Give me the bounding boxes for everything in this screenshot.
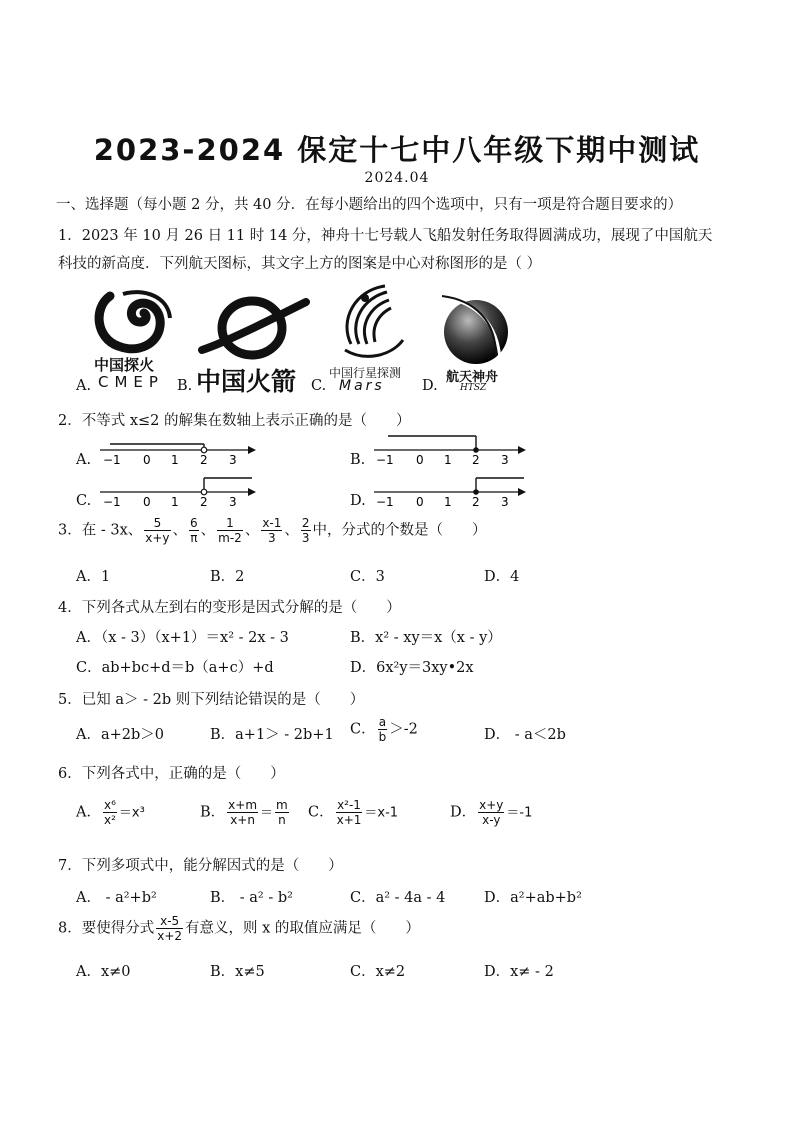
- q2c-tick-2: 2: [200, 495, 208, 509]
- q2b-tick-1: 1: [444, 453, 452, 467]
- q3-option-c: C．3: [350, 569, 385, 585]
- logo-c-mars: [325, 280, 425, 396]
- section-heading: 一、选择题（每小题 2 分，共 40 分．在每小题给出的四个选项中，只有一项是符合题目要求的）: [56, 197, 683, 213]
- q6-option-b: B． $\frac{x+m}{x+n}$ ＝ $\frac{m}{n}$: [200, 798, 288, 827]
- q2c-tick-0: 0: [143, 495, 151, 509]
- q2a-tick-neg1: −1: [103, 453, 121, 467]
- q5-option-b: B．a+1＞ - 2b+1: [210, 727, 334, 743]
- q8-option-a: A．x≠0: [76, 964, 131, 980]
- q3-fraction-4: $\frac{x-1}{3}$: [262, 516, 282, 545]
- q2b-tick-neg1: −1: [376, 453, 394, 467]
- q2d-tick-2: 2: [472, 495, 480, 509]
- q2a-tick-1: 1: [171, 453, 179, 467]
- q8-fraction: $\frac{x-5}{x+2}$: [157, 914, 183, 943]
- logo-c-orbit-icon: [325, 280, 425, 362]
- q2-number-line-b: [370, 430, 530, 470]
- q2d-tick-0: 0: [416, 495, 424, 509]
- logo-c-text: 中国行星探测: [329, 366, 402, 380]
- q5-option-c: C． $\frac{a}{b}$ ＞-2: [350, 715, 418, 744]
- q2-number-line-c: [96, 472, 260, 512]
- logo-d-subtext: HTSZ: [460, 383, 487, 393]
- logo-a-text: 中国探火: [94, 356, 155, 374]
- q7-option-b: B． - a² - b²: [210, 890, 293, 906]
- q2b-tick-3: 3: [501, 453, 509, 467]
- q8-stem: 8．要使得分式 $\frac{x-5}{x+2}$ 有意义，则 x 的取值应满足（ ）: [58, 914, 420, 943]
- q1-option-c: C.: [311, 378, 327, 394]
- q2-option-b: B.: [350, 452, 366, 468]
- q2-option-c: C.: [76, 493, 92, 509]
- logo-b-rocket: [196, 292, 314, 396]
- q2-number-line-d: [370, 472, 530, 512]
- q2d-tick-1: 1: [444, 495, 452, 509]
- q2b-tick-2: 2: [472, 453, 480, 467]
- q6-option-d: D． $\frac{x+y}{x-y}$ ＝-1: [450, 798, 533, 827]
- q1-stem-line2: 科技的新高度．下列航天图标，其文字上方的图案是中心对称图形的是（ ）: [58, 256, 542, 272]
- exam-date: 2024.04: [364, 170, 430, 186]
- q2c-tick-neg1: −1: [103, 495, 121, 509]
- q1-option-b: B.: [177, 378, 193, 394]
- q3-option-d: D．4: [484, 569, 520, 585]
- q2a-tick-3: 3: [229, 453, 237, 467]
- q6-stem: 6．下列各式中，正确的是（ ）: [58, 766, 285, 782]
- q2d-tick-3: 3: [501, 495, 509, 509]
- q7-option-a: A． - a²+b²: [76, 890, 157, 906]
- q4-option-a: A．（x - 3）（x+1）＝x² - 2x - 3: [76, 630, 289, 646]
- page-title: 2023-2024 保定十七中八年级下期中测试: [93, 133, 701, 167]
- q2d-tick-neg1: −1: [376, 495, 394, 509]
- q3-option-a: A．1: [76, 569, 111, 585]
- q5-stem: 5．已知 a＞ - 2b 则下列结论错误的是（ ）: [58, 692, 365, 708]
- q5-option-a: A．a+2b＞0: [76, 727, 164, 743]
- q1-option-a: A.: [76, 378, 92, 394]
- q6-option-a: A． $\frac{\text{x⁶}}{\text{x²}}$ ＝x³: [76, 798, 145, 827]
- q3-fraction-3: $\frac{1}{m-2}$: [218, 516, 242, 545]
- q2-stem: 2．不等式 x≤2 的解集在数轴上表示正确的是（ ）: [58, 413, 411, 429]
- q8-option-b: B．x≠5: [210, 964, 265, 980]
- q2c-tick-3: 3: [229, 495, 237, 509]
- q7-option-c: C．a² - 4a - 4: [350, 890, 446, 906]
- q2c-tick-1: 1: [171, 495, 179, 509]
- logo-a-cmep: [88, 286, 188, 394]
- q1-stem-line1: 1．2023 年 10 月 26 日 11 时 14 分，神舟十七号载人飞船发射任务取得圆满成功，展现了中国航天: [58, 228, 713, 244]
- q2-option-a: A.: [76, 452, 92, 468]
- q4-option-c: C．ab+bc+d＝b（a+c）+d: [76, 660, 274, 676]
- q2-option-d: D.: [350, 493, 366, 509]
- q7-stem: 7．下列多项式中，能分解因式的是（ ）: [58, 858, 343, 874]
- logo-a-subtext: CMEP: [98, 373, 164, 391]
- logo-b-ring-icon: [196, 292, 314, 362]
- q3-suffix: 中，分式的个数是（ ）: [312, 522, 487, 539]
- logo-c-subtext: Mars: [339, 378, 385, 394]
- q2-number-line-a: [96, 430, 260, 470]
- logo-d-text: 航天神舟: [446, 370, 499, 385]
- q3-fraction-1: $\frac{5}{x+y}$: [145, 516, 170, 545]
- logo-b-text: 中国火箭: [196, 367, 297, 396]
- q4-option-d: D．6x²y＝3xy•2x: [350, 660, 474, 676]
- q2b-tick-0: 0: [416, 453, 424, 467]
- q8-option-c: C．x≠2: [350, 964, 406, 980]
- logo-d-shenzhou: [436, 294, 520, 398]
- q4-stem: 4．下列各式从左到右的变形是因式分解的是（ ）: [58, 600, 401, 616]
- q3-fraction-5: $\frac{2}{3}$: [301, 516, 310, 545]
- q5-option-d: D． - a＜2b: [484, 727, 566, 743]
- logo-d-planet-icon: [436, 294, 520, 366]
- q3-prefix: 3．在 - 3x、: [58, 522, 143, 539]
- q5-c-fraction: $\frac{a}{b}$: [378, 715, 387, 744]
- q8-option-d: D．x≠ - 2: [484, 964, 554, 980]
- q2a-tick-2: 2: [200, 453, 208, 467]
- q6-option-c: C． $\frac{\text{x²-1}}{x+1}$ ＝x-1: [308, 798, 399, 827]
- q1-option-d: D.: [422, 378, 438, 394]
- q7-option-d: D．a²+ab+b²: [484, 890, 582, 906]
- q3-option-b: B．2: [210, 569, 245, 585]
- q4-option-b: B．x² - xy＝x（x - y）: [350, 630, 502, 646]
- q2a-tick-0: 0: [143, 453, 151, 467]
- q3-stem: 3．在 - 3x、 $\frac{5}{x+y}$ 、 $\frac{6}{\pi}$ 、 $\frac{1}{m-2}$ 、 $\frac{x-1}{3}$ 、 $\frac{2}{3}$ 中，分式的个数是（ ）: [58, 516, 487, 545]
- q3-fraction-2: $\frac{6}{\pi}$: [190, 516, 198, 545]
